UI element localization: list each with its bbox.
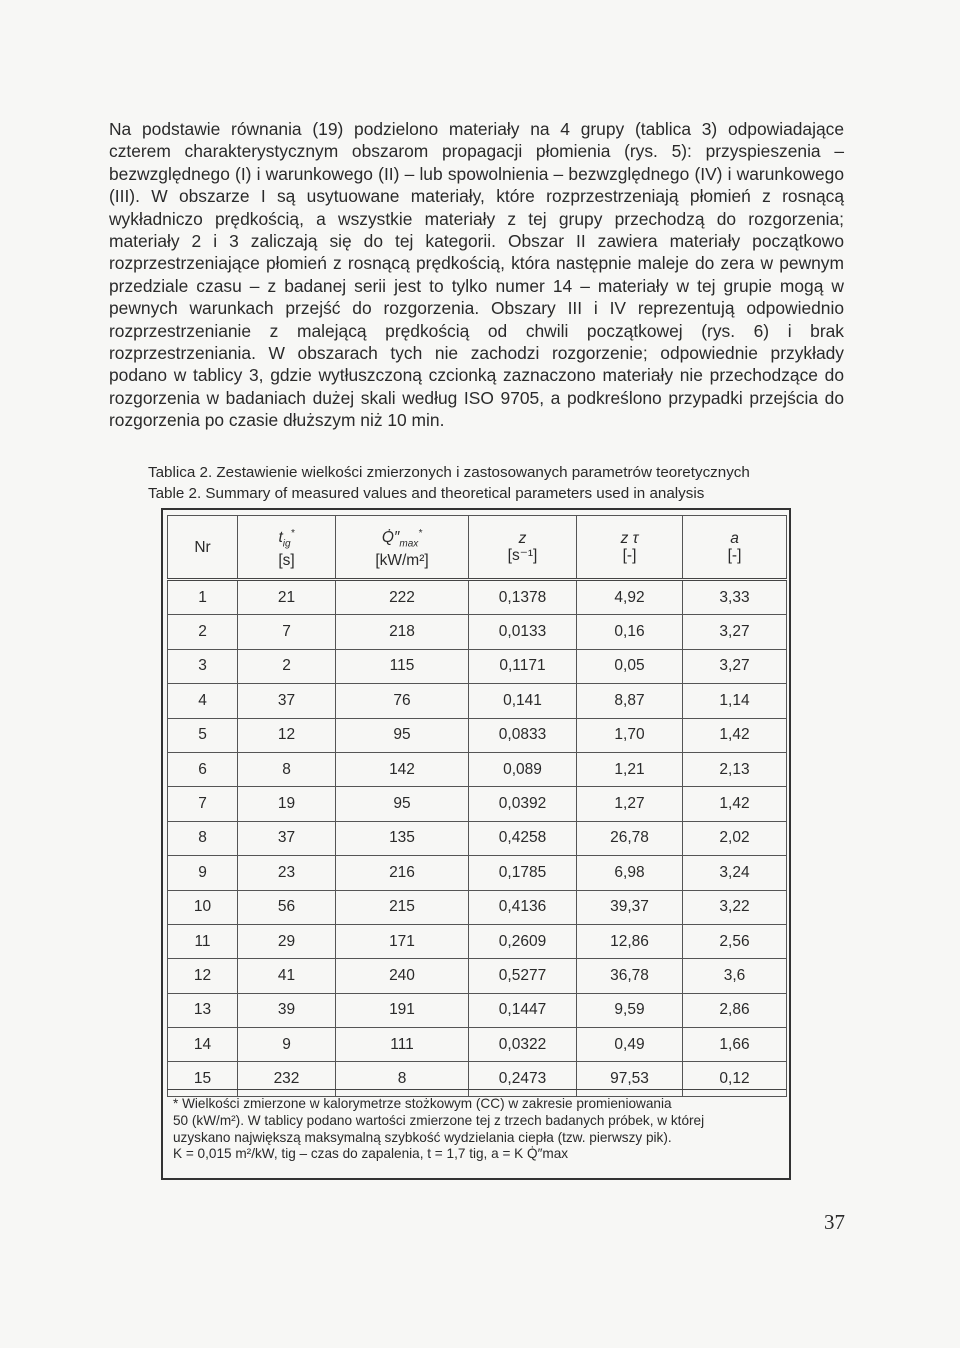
table-caption-polish: Tablica 2. Zestawienie wielkości zmierzonych i zastosowanych parametrów teoretycznych [148,464,750,481]
table-row [168,718,787,752]
table-cell: 2,86 [683,993,787,1027]
table-cell: 14 [168,1028,238,1062]
table-cell: 0,49 [577,1028,683,1062]
table-cell: 4,92 [577,580,683,615]
table-cell: 39 [238,993,336,1027]
table-cell: 0,141 [469,684,577,718]
table-cell: 29 [238,924,336,958]
table-cell: 36,78 [577,959,683,993]
table-cell: 12,86 [577,924,683,958]
table-cell: 11 [168,924,238,958]
table-row [168,821,787,855]
header-nr: Nr [168,516,238,580]
table-cell: 21 [238,580,336,615]
table-row [168,993,787,1027]
table-cell: 2,13 [683,752,787,786]
table-cell: 9 [168,856,238,890]
body-paragraph [109,118,844,432]
table-cell: 3,27 [683,649,787,683]
table-cell: 41 [238,959,336,993]
table-cell: 1,27 [577,787,683,821]
table-row [168,890,787,924]
table-cell: 2,56 [683,924,787,958]
table-row [168,615,787,649]
table-cell: 1,42 [683,787,787,821]
table-cell: 7 [238,615,336,649]
table-row [168,1062,787,1096]
table-cell: 0,4258 [469,821,577,855]
header-tig: $t_{ig}^*$ [s] [238,516,336,580]
table-cell: 26,78 [577,821,683,855]
table-row [168,684,787,718]
table-cell: 232 [238,1062,336,1096]
table-footnote [173,1096,783,1163]
table-cell: 215 [336,890,469,924]
header-z: z [s⁻¹] [469,516,577,580]
table-row [168,1028,787,1062]
table-cell: 0,05 [577,649,683,683]
table-cell: 37 [238,821,336,855]
table-cell: 8 [238,752,336,786]
table-cell: 142 [336,752,469,786]
table-cell: 12 [238,718,336,752]
table-cell: 240 [336,959,469,993]
footnote-line: uzyskano największą maksymalną szybkość wydzielania ciepła (tzw. pierwszy pik). [173,1129,672,1145]
table-header-row [168,516,787,580]
table-cell: 1,21 [577,752,683,786]
footnote-divider [167,1089,786,1090]
table-cell: 2 [238,649,336,683]
table-cell: 9,59 [577,993,683,1027]
table-row [168,752,787,786]
table-row [168,787,787,821]
table-caption-english: Table 2. Summary of measured values and theoretical parameters used in analysis [148,485,705,502]
table-row [168,856,787,890]
header-z-tau: z τ [-] [577,516,683,580]
table-cell: 97,53 [577,1062,683,1096]
table-cell: 3,27 [683,615,787,649]
table-cell: 115 [336,649,469,683]
table-cell: 1,70 [577,718,683,752]
table-row [168,649,787,683]
table-cell: 3 [168,649,238,683]
table-cell: 95 [336,787,469,821]
table-cell: 3,24 [683,856,787,890]
footnote-line: 50 (kW/m²). W tablicy podano wartości zmierzone tej z trzech badanych próbek, w której [173,1112,705,1128]
table-cell: 37 [238,684,336,718]
table-cell: 0,2473 [469,1062,577,1096]
table-cell: 0,12 [683,1062,787,1096]
table-cell: 19 [238,787,336,821]
header-a: a [-] [683,516,787,580]
footnote-line: * Wielkości zmierzone w kalorymetrze stożkowym (CC) w zakresie promieniowania [173,1096,672,1111]
table-cell: 76 [336,684,469,718]
table-cell: 0,1378 [469,580,577,615]
table-cell: 2,02 [683,821,787,855]
table-cell: 1,66 [683,1028,787,1062]
table-cell: 111 [336,1028,469,1062]
table-cell: 0,16 [577,615,683,649]
table-cell: 12 [168,959,238,993]
table-cell: 0,1785 [469,856,577,890]
table-cell: 15 [168,1062,238,1096]
table-cell: 0,0833 [469,718,577,752]
table-cell: 0,1171 [469,649,577,683]
table-cell: 56 [238,890,336,924]
paragraph-text: Na podstawie równania (19) podzielono materiały na 4 grupy (tablica 3) odpowiadające czterem charakterystycznym obszarom propagacji płomienia (rys. 5): przyspieszenia – bezwzględnego (I) i warunkowego (II) – lub spowolnienia – bezwzględnego (IV) i warunkowego (III). W obszarze I są usytuowane materiały, które rozprzestrzeniają płomień z rosnącą wykładniczo prędkością, a wszystkie materiały z tej grupy przechodzą do rozgorzenia; materiały 2 i 3 zaliczają się do tej kategorii. Obszar II zawiera materiały początkowo rozprzestrzeniające płomień z rosnącą prędkością, która następnie maleje do zera w pewnym przedziale czasu – z badanej serii jest to tylko numer 14 – materiały w tej grupie mogą w pewnych warunkach przejść do rozgorzenia. Obszary III i IV reprezentują odpowiednio rozprzestrzenianie z malejącą prędkością od chwili początkowej (rys. 6) i brak rozprzestrzeniania. W obszarach tych nie zachodzi rozgorzenie; odpowiednie przykłady podano w tablicy 3, gdzie wytłuszczoną czcionką zaznaczono materiały nie przechodzące do rozgorzenia w badaniach dużej skali według ISO 9705, a podkreślono przypadki przejścia do rozgorzenia po czasie dłuższym niż 10 min. [109,119,844,431]
table-cell: 6,98 [577,856,683,890]
table-cell: 0,1447 [469,993,577,1027]
table-cell: 0,089 [469,752,577,786]
header-qmax: $Q̇''_{max}^*$ [kW/m²] [336,516,469,580]
table-cell: 0,0392 [469,787,577,821]
table-cell: 1,42 [683,718,787,752]
table-cell: 6 [168,752,238,786]
table-cell: 216 [336,856,469,890]
table-cell: 218 [336,615,469,649]
table-cell: 7 [168,787,238,821]
table-cell: 9 [238,1028,336,1062]
table-cell: 8 [336,1062,469,1096]
table-cell: 222 [336,580,469,615]
table-cell: 8 [168,821,238,855]
table-cell: 0,0322 [469,1028,577,1062]
table-row [168,580,787,615]
table-cell: 3,6 [683,959,787,993]
table-cell: 171 [336,924,469,958]
table-cell: 3,33 [683,580,787,615]
table-cell: 95 [336,718,469,752]
data-table [167,515,787,1097]
table-cell: 4 [168,684,238,718]
table-row [168,959,787,993]
table-cell: 3,22 [683,890,787,924]
table-cell: 10 [168,890,238,924]
table-cell: 0,2609 [469,924,577,958]
table-cell: 13 [168,993,238,1027]
table-cell: 0,0133 [469,615,577,649]
table-cell: 0,5277 [469,959,577,993]
table-cell: 0,4136 [469,890,577,924]
table-cell: 191 [336,993,469,1027]
page-number: 37 [824,1210,845,1234]
table-cell: 1 [168,580,238,615]
table-cell: 23 [238,856,336,890]
table-cell: 5 [168,718,238,752]
footnote-line: K = 0,015 m²/kW, tig – czas do zapalenia, t = 1,7 tig, a = K Q̇″max [173,1146,569,1162]
table-cell: 39,37 [577,890,683,924]
table-row [168,924,787,958]
table-cell: 135 [336,821,469,855]
table-cell: 1,14 [683,684,787,718]
table-cell: 8,87 [577,684,683,718]
table-cell: 2 [168,615,238,649]
